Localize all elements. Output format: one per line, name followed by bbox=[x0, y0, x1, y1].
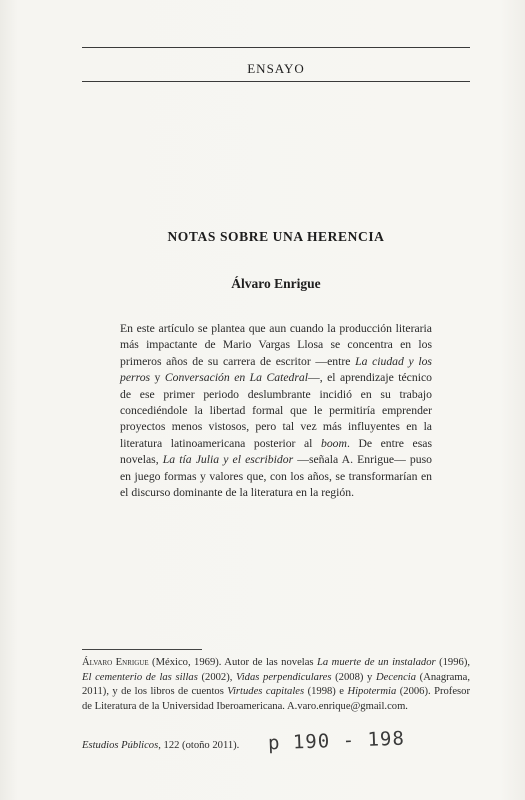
footnote-italic: La muerte de un instalador bbox=[317, 657, 436, 668]
abstract-italic: Conversación en La Catedral bbox=[164, 371, 309, 385]
section-label: ENSAYO bbox=[247, 61, 305, 76]
journal-name: Estudios Públicos bbox=[82, 740, 159, 751]
article-author: Álvaro Enrigue bbox=[231, 276, 321, 291]
footnote-italic: El cementerio de las sillas bbox=[82, 671, 198, 683]
footnote-author-name: Álvaro Enrigue bbox=[82, 657, 149, 668]
abstract-italic: La tía Julia y el escribidor bbox=[162, 453, 294, 467]
footnote-text: (2008) y bbox=[331, 671, 377, 683]
author-footnote bbox=[82, 656, 470, 714]
footnote-italic: Virtudes capitales bbox=[227, 686, 305, 698]
abstract-text: y bbox=[150, 371, 165, 385]
article-title: NOTAS SOBRE UNA HERENCIA bbox=[167, 229, 385, 244]
abstract bbox=[120, 321, 432, 501]
header-top-rule bbox=[82, 47, 470, 48]
journal-citation bbox=[82, 740, 239, 751]
abstract-text: —señala A. Enrigue— puso en juego formas y valores que, con los años, se transformarían en el discurso dominante de la literatura en la región. bbox=[120, 453, 433, 500]
footnote-text: (Anagrama, 2011), y de los libros de cuentos bbox=[82, 671, 470, 698]
footnote-text: (México, 1969). Autor de las novelas bbox=[148, 657, 318, 668]
footnote-text: (1998) e bbox=[304, 686, 348, 698]
footnote-italic: Vidas perpendiculares bbox=[236, 671, 332, 683]
footnote-italic: Decencia bbox=[376, 671, 417, 683]
footnote-italic: Hipotermia bbox=[347, 686, 397, 698]
journal-details: , 122 (otoño 2011). bbox=[158, 740, 240, 751]
abstract-text: . De entre esas novelas, bbox=[120, 436, 432, 467]
footnote-text: (1996), bbox=[435, 657, 470, 668]
abstract-italic: boom bbox=[320, 436, 347, 450]
abstract-text: En este artículo se plantea que aun cuando la producción literaria más impactante de Mario Vargas Llosa se concentra en los primeros años de su carrera de escritor —entre bbox=[120, 322, 432, 368]
header-bottom-rule bbox=[82, 81, 470, 82]
abstract-text: —, el aprendizaje técnico de ese primer periodo deslumbrante incidió en su trabajo concediéndole la libertad formal que le permitiría emprender proyectos menos vistosos, pero tal vez más influyentes en la literatura latinoamericana posterior al bbox=[120, 371, 432, 450]
handwritten-page-range: p 190 - 198 bbox=[267, 727, 406, 755]
footnote-rule bbox=[82, 649, 202, 650]
footnote-text: (2006). Profesor de Literatura de la Universidad Iberoamericana. A.varo.enrique@gmail.com. bbox=[82, 686, 470, 712]
abstract-italic: La ciudad y los perros bbox=[120, 354, 432, 385]
footnote-text: (2002), bbox=[197, 671, 237, 683]
